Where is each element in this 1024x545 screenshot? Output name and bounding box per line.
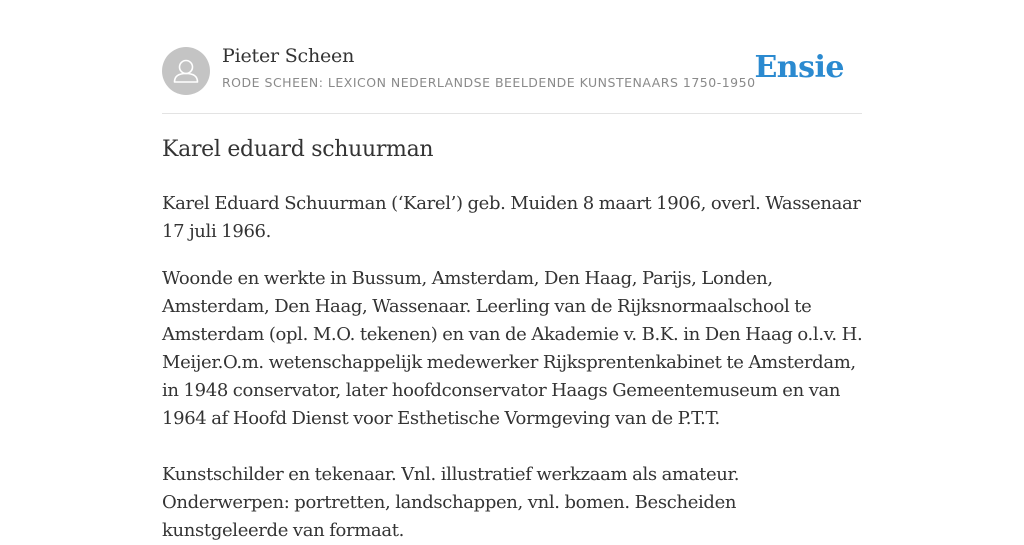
author-name[interactable]: Pieter Scheen xyxy=(222,45,355,67)
user-silhouette-icon xyxy=(162,47,210,95)
article-paragraph-2: Woonde en werkte in Bussum, Amsterdam, Den Haag, Parijs, Londen, Amsterdam, Den Haag, Wassenaar. Leerling van de Rijksnormaalschool te Amsterdam (opl. M.O. tekenen) en van de Akademie v. B.K. in Den Haag o.l.v. H. Meijer.O.m. wetenschappelijk medewerker Rijksprentenkabinet te Amsterdam, in 1948 conservator, later hoofdconservator Haags Gemeentemuseum en van 1964 af Hoofd Dienst voor Esthetische Vormgeving van de P.T.T. xyxy=(162,268,863,429)
article-container xyxy=(162,0,863,541)
source-name[interactable]: RODE SCHEEN: LEXICON NEDERLANDSE BEELDENDE KUNSTENAARS 1750-1950 xyxy=(222,75,756,90)
article-header xyxy=(162,0,862,114)
article-title: Karel eduard schuurman xyxy=(162,137,434,162)
author-avatar[interactable] xyxy=(162,47,210,95)
ensie-logo[interactable]: Ensie xyxy=(754,50,844,85)
article-paragraph-3: Kunstschilder en tekenaar. Vnl. illustratief werkzaam als amateur. Onderwerpen: portretten, landschappen, vnl. bomen. Bescheiden kunstgeleerde van formaat. xyxy=(162,464,740,541)
article-paragraph-1: Karel Eduard Schuurman (‘Karel’) geb. Muiden 8 maart 1906, overl. Wassenaar 17 juli 1966. xyxy=(162,193,861,242)
